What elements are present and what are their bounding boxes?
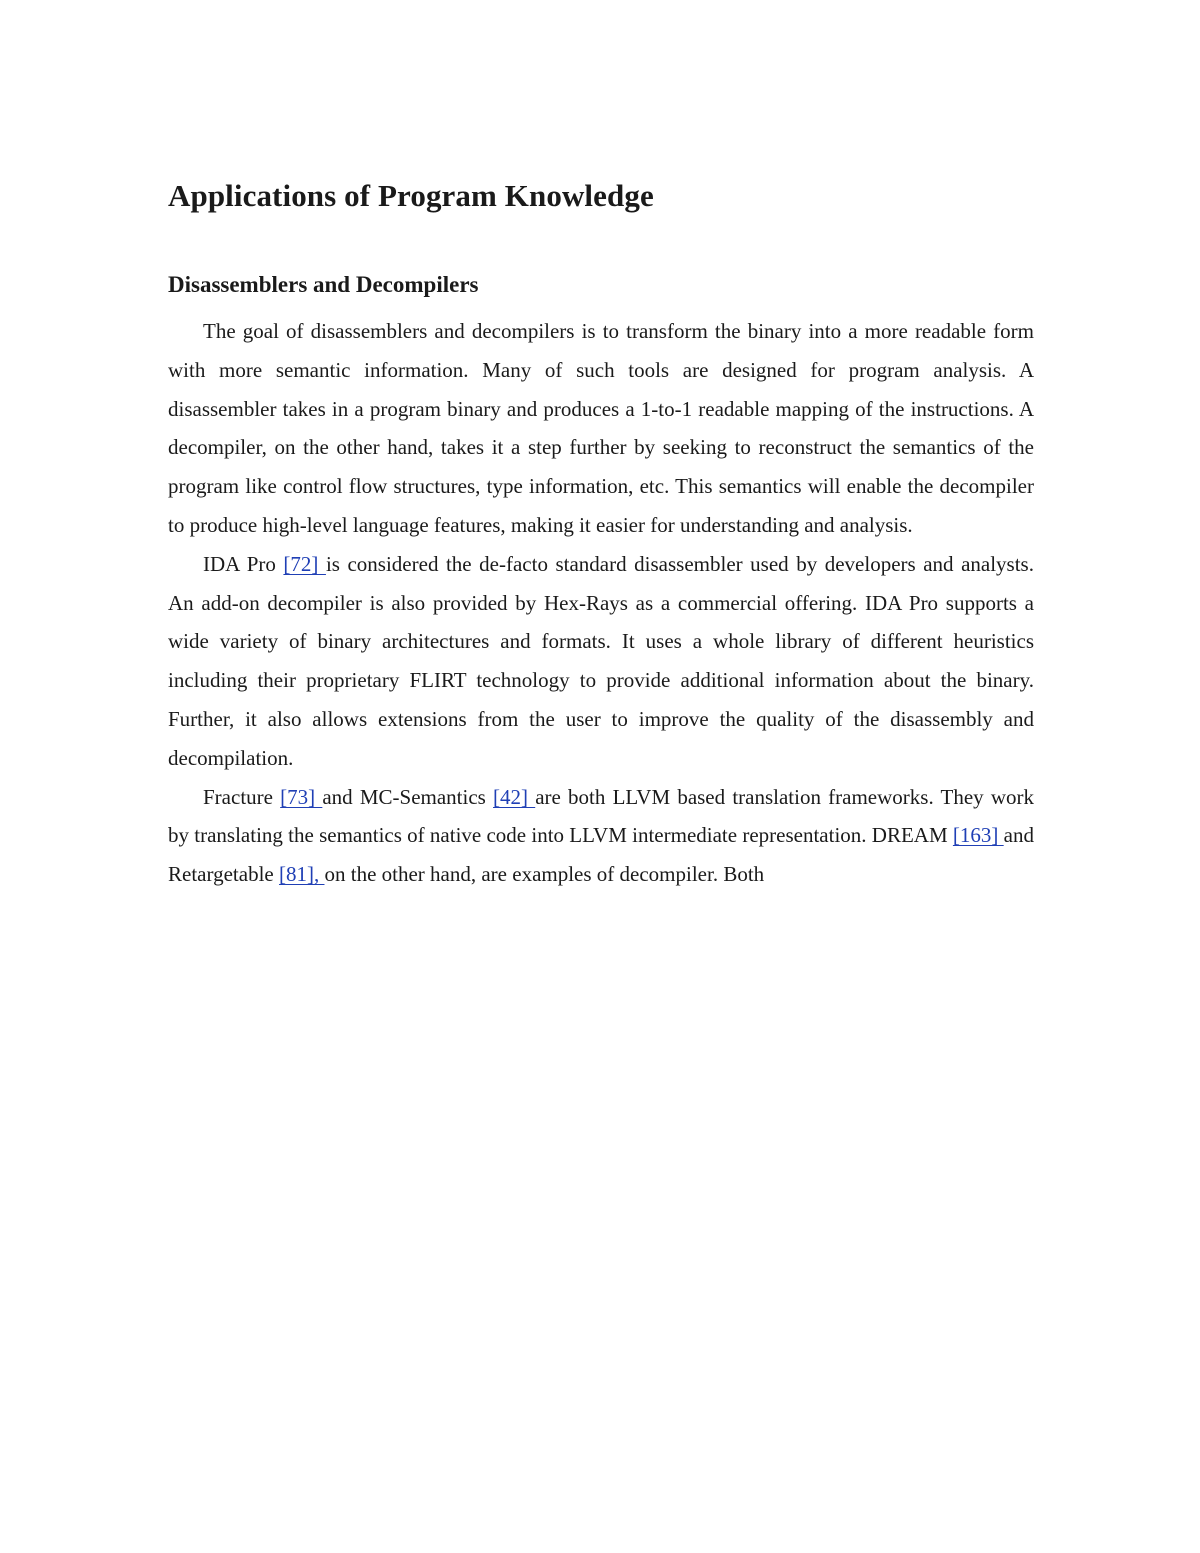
citation-link-73[interactable]: [73] — [280, 784, 323, 809]
paragraph-3 — [168, 778, 1034, 894]
page-title: Applications of Program Knowledge — [168, 178, 654, 213]
paragraph-3-text-d: and Retargetable — [168, 823, 1034, 887]
paragraph-2-text-b: is considered the de-facto standard disassembler used by developers and analysts. An add-on decompiler is also provided by Hex-Rays as a commercial offering. IDA Pro supports a wide variety of binary architectures and formats. It uses a whole library of different heuristics including their proprietary FLIRT technology to provide additional information about the binary. Further, it also allows extensions from the user to improve the quality of the disassembly and decompilation. — [168, 551, 1034, 770]
paragraph-2 — [168, 545, 1034, 778]
paragraph-3-text-e: on the other hand, are examples of decompiler. Both — [324, 862, 765, 887]
paragraph-3-text-a: Fracture — [203, 784, 281, 809]
section-heading: Disassemblers and Decompilers — [168, 272, 479, 297]
paragraph-1: The goal of disassemblers and decompilers is to transform the binary into a more readable form with more semantic information. Many of such tools are designed for program analysis. A disassembler takes in a program binary and produces a 1-to-1 readable mapping of the instructions. A decompiler, on the other hand, takes it a step further by seeking to reconstruct the semantics of the program like control flow structures, type information, etc. This semantics will enable the decompiler to produce high-level language features, making it easier for understanding and analysis. — [168, 319, 1034, 537]
paragraph-2-text-a: IDA Pro — [203, 551, 284, 576]
citation-link-42[interactable]: [42] — [493, 784, 536, 809]
citation-link-72[interactable]: [72] — [283, 551, 326, 576]
document-page — [168, 176, 1034, 894]
paragraph-3-text-c: are both LLVM based translation frameworks. They work by translating the semantics of native code into LLVM intermediate representation. DREAM — [168, 784, 1034, 848]
citation-link-163[interactable]: [163] — [952, 823, 1004, 848]
paragraph-3-text-b: and MC-Semantics — [322, 784, 494, 809]
citation-link-81[interactable]: [81], — [278, 862, 325, 887]
